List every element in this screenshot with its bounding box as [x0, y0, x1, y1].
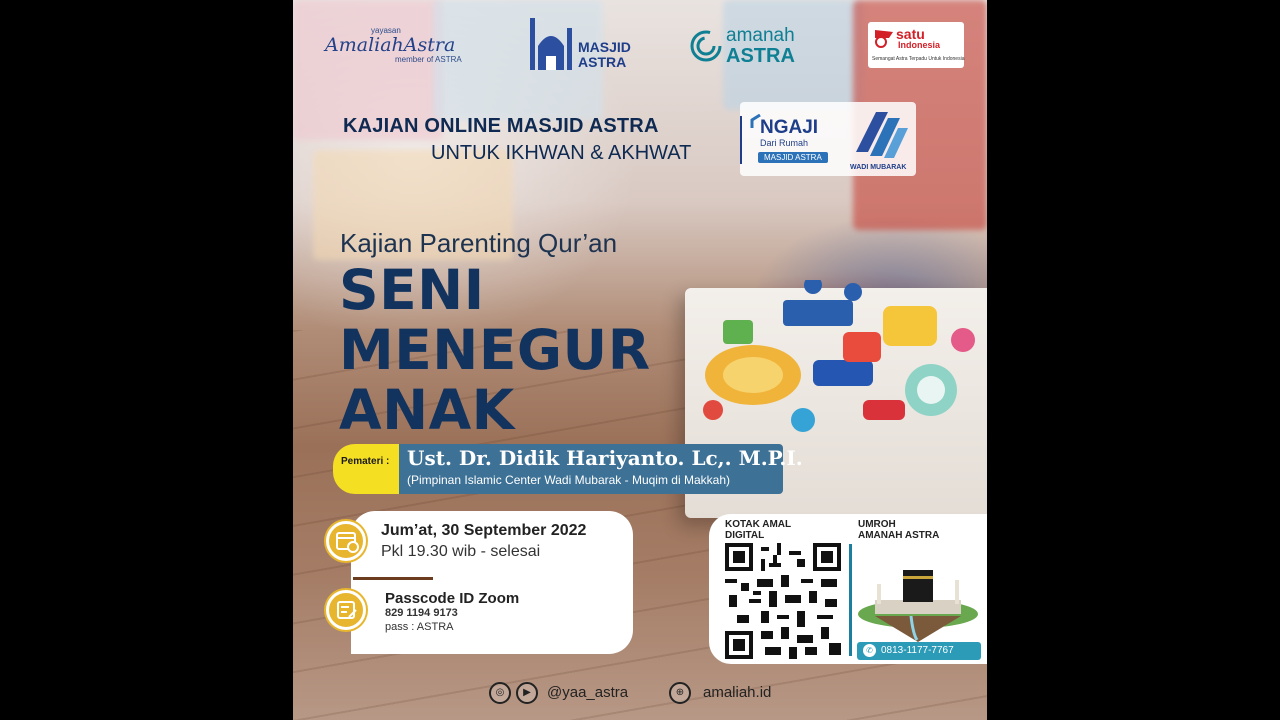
zoom-meeting-id: 829 1194 9173 — [385, 607, 458, 619]
amanah-astra-logo — [690, 26, 810, 70]
umroh-line1: UMROH — [858, 519, 896, 530]
indonesia-label: Indonesia — [898, 40, 941, 50]
event-title-line3: ANAK — [339, 378, 515, 442]
umroh-line2: AMANAH ASTRA — [858, 530, 940, 541]
event-title-line1: SENI — [339, 258, 485, 322]
masjid-astra-wordmark — [578, 40, 631, 70]
amanah-label: amanah — [726, 25, 795, 46]
kotak-amal-line1: KOTAK AMAL — [725, 519, 792, 530]
ngaji-title: NGAJI — [760, 117, 819, 138]
amanah-swirl-icon — [690, 30, 722, 62]
schedule-divider — [353, 577, 433, 580]
qr-divider — [849, 544, 852, 656]
kotak-amal-line2: DIGITAL — [725, 530, 765, 541]
satu-tagline: Semangat Astra Terpadu Untuk Indonesia — [872, 56, 965, 62]
kajian-title: KAJIAN ONLINE MASJID ASTRA — [343, 115, 659, 137]
amanah-astra-wordmark — [726, 26, 795, 66]
zoom-document-icon — [326, 590, 366, 630]
yayasan-amaliah-astra-logo — [325, 26, 465, 64]
website-link[interactable]: amaliah.id — [703, 684, 772, 701]
event-time: Pkl 19.30 wib - selesai — [381, 543, 541, 560]
masjid-label: MASJID — [578, 39, 631, 55]
toys-illustration — [693, 280, 987, 460]
phone-icon: ✆ — [863, 644, 876, 657]
speaker-role: (Pimpinan Islamic Center Wadi Mubarak - Muqim di Makkah) — [407, 473, 730, 487]
qr-code[interactable] — [725, 542, 841, 660]
youtube-icon[interactable]: ▶ — [516, 682, 538, 704]
calendar-icon — [326, 521, 366, 561]
kotak-amal-label — [725, 519, 791, 541]
yayasan-label: yayasan — [371, 26, 401, 35]
phone-number: 0813-1177-7767 — [881, 645, 954, 656]
instagram-icon[interactable]: ◎ — [489, 682, 511, 704]
masjid-astra-badge: MASJID ASTRA — [758, 152, 828, 163]
event-poster — [293, 0, 987, 720]
speaker-banner — [399, 444, 803, 494]
umroh-phone[interactable] — [857, 642, 981, 660]
ngaji-divider — [740, 116, 742, 164]
event-series: Kajian Parenting Qur’an — [340, 228, 618, 258]
satu-label: satu — [896, 26, 925, 42]
member-of-astra-label: member of ASTRA — [395, 55, 462, 64]
ngaji-dari-rumah-badge — [740, 102, 916, 176]
amaliah-astra-wordmark: AmaliahAstra — [325, 34, 456, 56]
kajian-audience: UNTUK IKHWAN & AKHWAT — [431, 142, 692, 164]
event-date: Jum’at, 30 September 2022 — [381, 522, 587, 539]
wadi-mubarak-label: WADI MUBARAK — [850, 164, 907, 171]
globe-icon[interactable]: ⊕ — [669, 682, 691, 704]
speaker-name: Ust. Dr. Didik Hariyanto. Lc,. M.P.I. — [407, 446, 803, 470]
satu-indonesia-logo — [868, 22, 964, 68]
umroh-label — [858, 519, 939, 541]
social-handle[interactable]: @yaa_astra — [547, 684, 629, 701]
event-title-line2: MENEGUR — [339, 318, 651, 382]
flag-icon — [871, 26, 897, 52]
amanah-astra-label: ASTRA — [726, 45, 795, 67]
pemateri-label: Pemateri : — [333, 444, 409, 494]
kaaba-island-illustration — [855, 544, 981, 642]
donation-card — [709, 514, 987, 664]
astra-label: ASTRA — [578, 54, 627, 70]
dari-rumah-label: Dari Rumah — [760, 138, 809, 148]
masjid-astra-logo — [526, 12, 636, 72]
mosque-icon — [526, 12, 576, 72]
zoom-passcode: pass : ASTRA — [385, 621, 454, 633]
zoom-title: Passcode ID Zoom — [385, 590, 520, 607]
